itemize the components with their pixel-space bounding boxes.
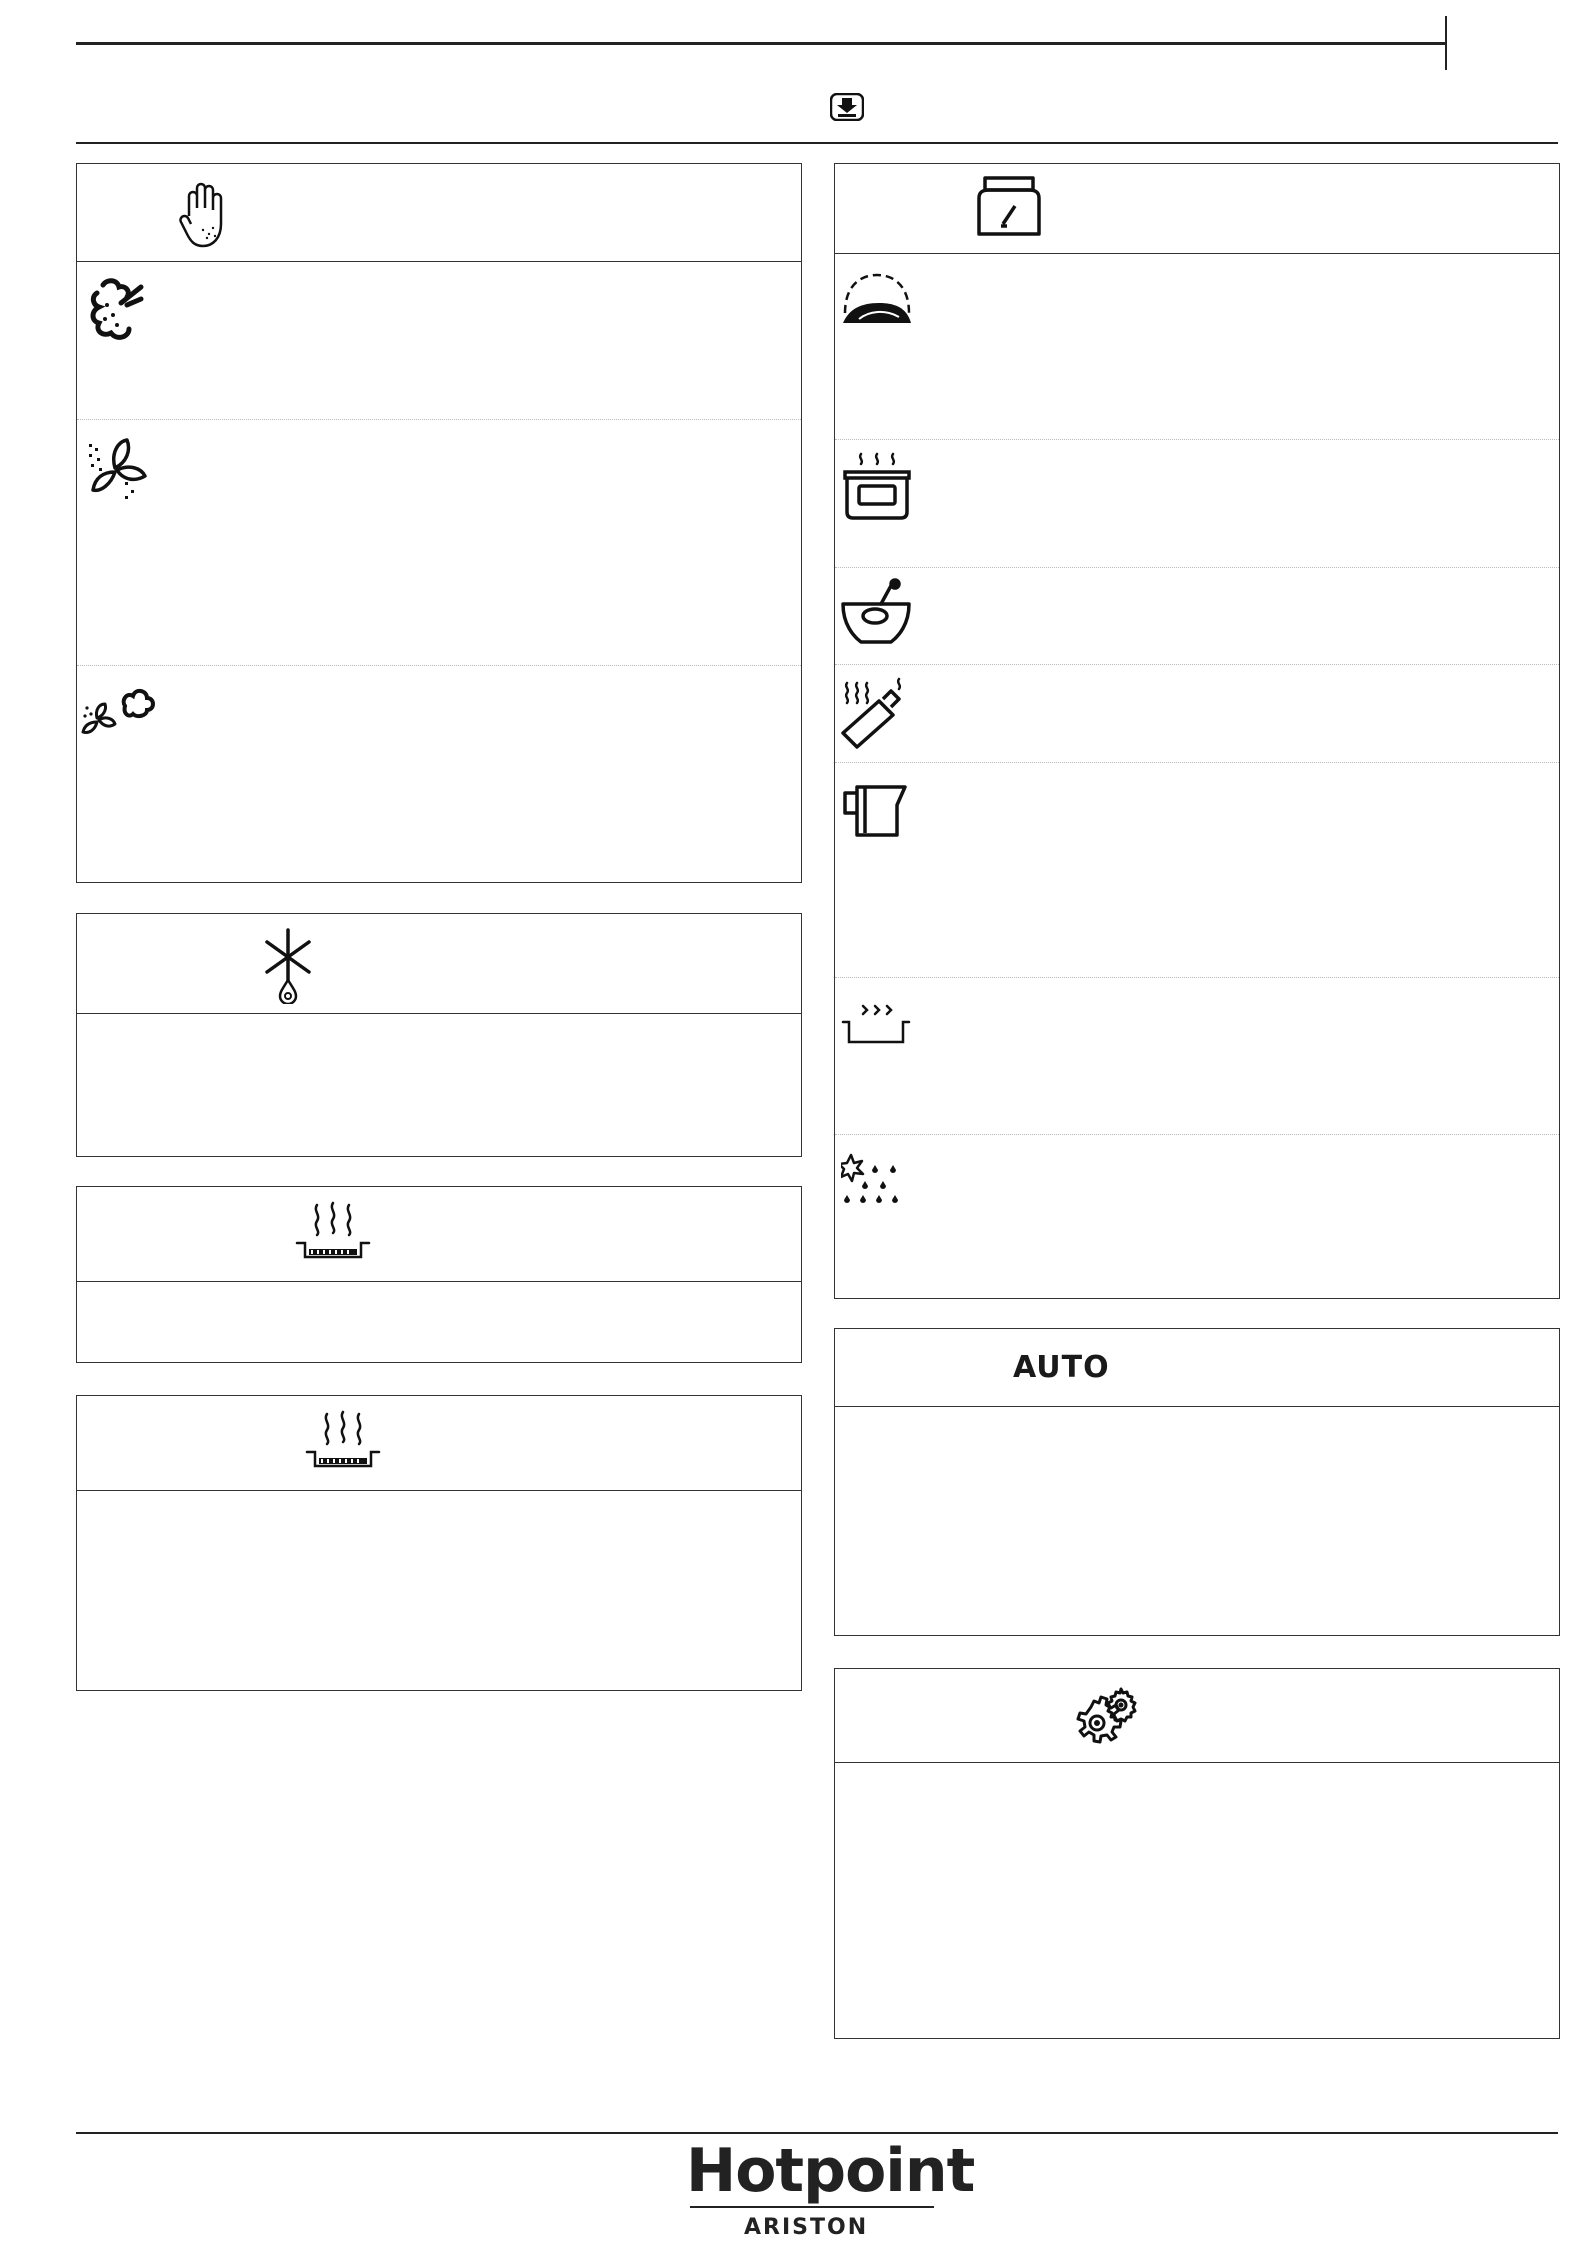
settings-section-header (835, 1669, 1559, 1763)
special-row (835, 665, 1559, 762)
manual-row (77, 261, 801, 419)
manual-section (76, 163, 802, 883)
settings-section (834, 1668, 1560, 2039)
defrost-section (76, 913, 802, 1157)
header-rule (76, 142, 1558, 144)
special-section-header (835, 164, 1559, 254)
top-rule (76, 42, 1446, 45)
special-row (835, 440, 1559, 567)
brand-logo-rule (690, 2206, 934, 2208)
sparkle-drops-icon (841, 1153, 913, 1205)
gears-icon (1069, 1685, 1141, 1749)
defrost-section-header (77, 914, 801, 1014)
special-section (834, 163, 1560, 1299)
auto-icon: AUTO (1013, 1350, 1110, 1385)
bowl-whisk-icon (841, 578, 913, 650)
auto-section (834, 1328, 1560, 1636)
fan-dots-icon (85, 434, 151, 506)
steam-food-icon (83, 275, 153, 347)
special-row (835, 978, 1559, 1134)
snowflake-drop-icon (263, 928, 313, 1004)
special-row (835, 568, 1559, 664)
special-row (835, 763, 1559, 977)
footer-rule (76, 2132, 1558, 2134)
dish-steam-icon (295, 1201, 371, 1267)
manual-row (77, 666, 801, 882)
dome-bread-icon (839, 271, 915, 329)
keep-warm-section-header (77, 1187, 801, 1282)
keep-warm-section (76, 1186, 802, 1363)
brand-sub-logo: ARISTON (744, 2215, 869, 2240)
pot-steam-icon (841, 450, 913, 522)
special-row (835, 253, 1559, 429)
dish-steam-icon (305, 1410, 381, 1476)
jar-icon (973, 176, 1045, 240)
hand-icon (179, 178, 227, 250)
bottle-steam-icon (839, 677, 915, 749)
brand-logo: Hotpoint (686, 2136, 975, 2206)
fan-steam-icon (81, 684, 157, 740)
jug-icon (841, 783, 911, 837)
tray-steam-icon (841, 1004, 911, 1048)
auto-section-header (835, 1329, 1559, 1407)
special-row (835, 1135, 1559, 1298)
download-icon[interactable] (830, 93, 864, 121)
manual-section-header (77, 164, 801, 262)
rising-section-header (77, 1396, 801, 1491)
rising-section (76, 1395, 802, 1691)
manual-row (77, 420, 801, 665)
top-rule-tick (1445, 16, 1447, 70)
